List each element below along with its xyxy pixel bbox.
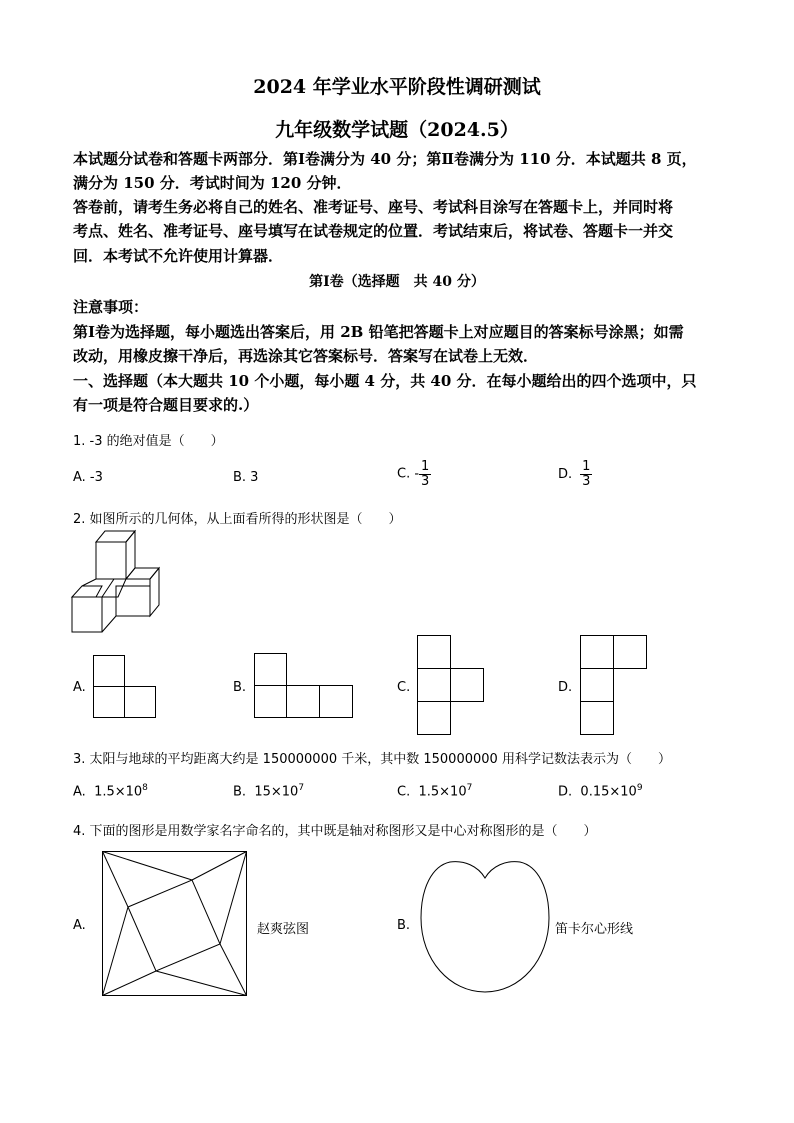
part-line-1: 一、选择题（本大题共 10 个小题，每小题 4 分，共 40 分．在每小题给出的四个选项中，只 — [73, 372, 697, 390]
intro-line-4: 考点、姓名、准考证号、座号填写在试卷规定的位置．考试结束后，将试卷、答题卡一并交 — [73, 222, 674, 240]
q2-option-b-figure — [254, 653, 354, 719]
q3-option-c — [397, 783, 472, 799]
q1-option-d — [558, 460, 592, 488]
q4-option-b: B. — [397, 918, 411, 933]
intro-line-2: 满分为 150 分．考试时间为 120 分钟． — [73, 174, 352, 192]
fraction-denominator: 3 — [582, 473, 591, 489]
q3-option-a-label: A. — [73, 784, 86, 800]
q3-option-c-exp: 7 — [466, 783, 473, 793]
q3-option-d-label: D. — [558, 784, 573, 800]
q2-option-c: C. — [397, 680, 411, 695]
notice-line-2: 改动，用橡皮擦干净后，再选涂其它答案标号．答案写在试卷上无效． — [73, 347, 539, 365]
q1-option-a: A. -3 — [73, 470, 103, 485]
q2-option-a-figure — [93, 655, 157, 719]
intro-line-1: 本试题分试卷和答题卡两部分．第Ⅰ卷满分为 40 分；第Ⅱ卷满分为 110 分．本试题共 8 页， — [73, 150, 697, 168]
q3-option-c-label: C. — [397, 784, 411, 800]
intro-line-3: 答卷前，请考生务必将自己的姓名、准考证号、座号、考试科目涂写在答题卡上，并同时将 — [73, 198, 674, 216]
q3-option-d-exp: 9 — [636, 783, 643, 793]
q2-option-b: B. — [233, 680, 247, 695]
fraction-numerator: 1 — [582, 459, 591, 474]
q4-option-a-caption: 赵爽弦图 — [257, 922, 310, 937]
q1-stem: 1. -3 的绝对值是（ ） — [73, 434, 224, 449]
q1-option-c-label: C. - — [397, 466, 420, 482]
q3-option-b-exp: 7 — [298, 783, 305, 793]
q1-option-c — [397, 460, 431, 488]
exam-title: 2024 年学业水平阶段性调研测试 — [253, 76, 541, 98]
q3-option-a — [73, 783, 148, 799]
fraction-numerator: 1 — [421, 459, 430, 474]
q1-option-d-label: D. — [558, 466, 573, 482]
q4-option-b-cardioid-figure — [420, 858, 550, 994]
q3-stem: 3. 太阳与地球的平均距离大约是 150000000 千米，其中数 150000000 用科学记数法表示为（ ） — [73, 752, 671, 767]
q2-option-d-figure — [580, 635, 650, 737]
q1-option-b: B. 3 — [233, 470, 259, 485]
q3-option-a-exp: 8 — [142, 783, 148, 793]
q3-option-d-base: 0.15×10 — [580, 784, 637, 800]
notice-line-1: 第Ⅰ卷为选择题，每小题选出答案后，用 2B 铅笔把答题卡上对应题目的答案标号涂黑；如需 — [73, 323, 684, 341]
exam-subtitle: 九年级数学试题（2024.5） — [275, 119, 519, 141]
q4-option-a: A. — [73, 918, 86, 933]
q3-option-d — [558, 783, 643, 799]
q1-option-d-fraction — [580, 460, 592, 488]
q3-option-b-label: B. — [233, 784, 247, 800]
q2-option-d: D. — [558, 680, 573, 695]
q3-option-b-base: 15×10 — [254, 784, 299, 800]
q4-stem: 4. 下面的图形是用数学家名字命名的，其中既是轴对称图形又是中心对称图形的是（ ） — [73, 824, 597, 839]
section-heading: 第Ⅰ卷（选择题 共 40 分） — [309, 274, 485, 290]
q3-option-a-base: 1.5×10 — [94, 784, 143, 800]
part-line-2: 有一项是符合题目要求的.） — [73, 396, 259, 414]
q1-option-c-fraction — [419, 460, 431, 488]
q2-option-a: A. — [73, 680, 86, 695]
q4-option-a-zhao-shuang-figure — [102, 851, 248, 997]
q2-solid-figure — [70, 530, 165, 635]
notice-title: 注意事项： — [73, 298, 149, 316]
q3-option-c-base: 1.5×10 — [418, 784, 467, 800]
fraction-denominator: 3 — [421, 473, 430, 489]
q4-option-b-caption: 笛卡尔心形线 — [555, 922, 634, 937]
intro-line-5: 回．本考试不允许使用计算器． — [73, 247, 284, 265]
q3-option-b — [233, 783, 304, 799]
q2-option-c-figure — [417, 635, 487, 737]
q2-stem: 2. 如图所示的几何体，从上面看所得的形状图是（ ） — [73, 512, 402, 527]
